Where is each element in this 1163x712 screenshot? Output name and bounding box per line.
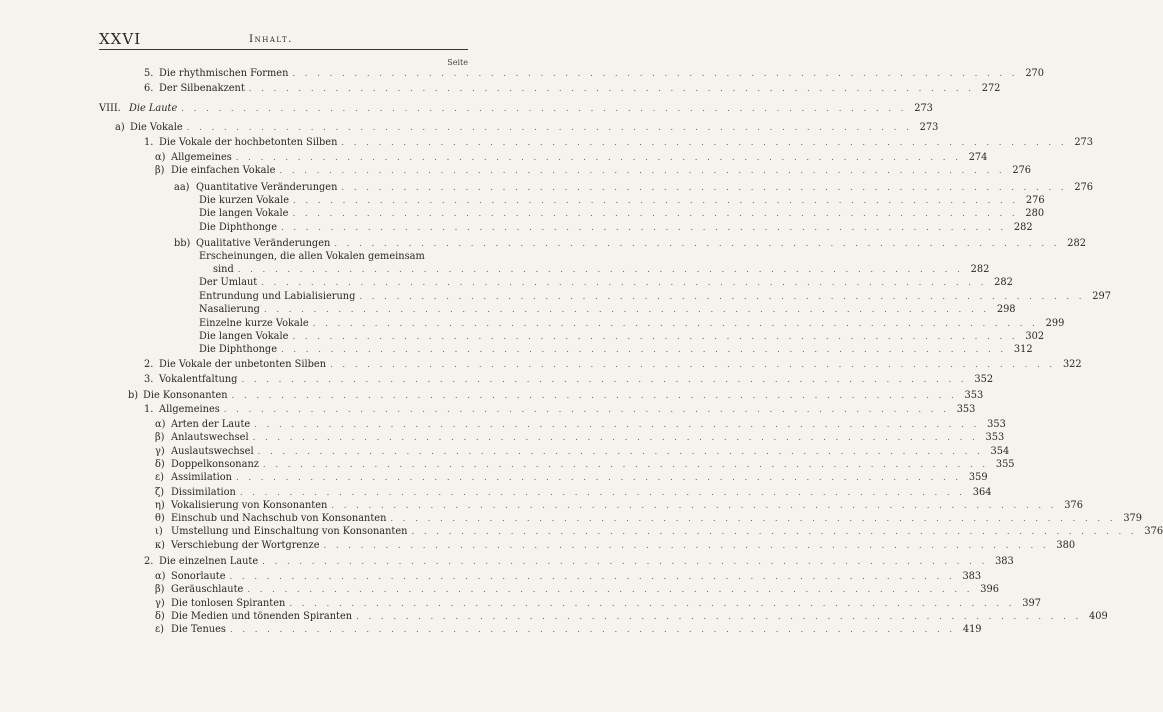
toc-entry-title: Auslautswechsel [171, 446, 254, 457]
toc-entry-page: 298 [996, 304, 1016, 315]
dot-leader: . . . . . . . . . . . . . . . . . . . . . . . . . . . . . . . . . . . . . . . . . . . . . . . . . . . . . . . . . . . [237, 265, 964, 275]
toc-entry-title: Nasalierung [199, 304, 260, 315]
dot-leader: . . . . . . . . . . . . . . . . . . . . . . . . . . . . . . . . . . . . . . . . . . . . . . . . . . . . . . . . . . . [292, 332, 1019, 342]
toc-entry-number: aa) [174, 182, 190, 193]
toc-entry-number: η) [155, 500, 165, 511]
toc-entry-page: 276 [1074, 182, 1094, 193]
dot-leader: . . . . . . . . . . . . . . . . . . . . . . . . . . . . . . . . . . . . . . . . . . . . . . . . . . . . . . . . . . . [262, 460, 989, 470]
toc-entry [199, 276, 1013, 290]
toc-entry-page: 379 [1123, 513, 1143, 524]
dot-leader: . . . . . . . . . . . . . . . . . . . . . . . . . . . . . . . . . . . . . . . . . . . . . . . . . . . . . . . . . . . [292, 209, 1019, 219]
dot-leader: . . . . . . . . . . . . . . . . . . . . . . . . . . . . . . . . . . . . . . . . . . . . . . . . . . . . . . . . . . . [330, 360, 1056, 370]
dot-leader: . . . . . . . . . . . . . . . . . . . . . . . . . . . . . . . . . . . . . . . . . . . . . . . . . . . . . . . . . . . [279, 166, 1006, 176]
toc-entry [199, 221, 1033, 235]
toc-entry-number: θ) [155, 513, 165, 524]
toc-entry [155, 525, 1163, 539]
toc-entry-page: 353 [964, 390, 984, 401]
toc-entry-page: 396 [980, 584, 999, 595]
toc-entry-title: Sonorlaute [171, 571, 226, 582]
dot-leader: . . . . . . . . . . . . . . . . . . . . . . . . . . . . . . . . . . . . . . . . . . . . . . . . . . . . . . . . . . . [356, 612, 1082, 622]
toc-entry-title: Umstellung und Einschaltung von Konsonanten [171, 526, 408, 537]
toc-entry [199, 303, 1016, 317]
header-rule [99, 49, 468, 50]
toc-entry-number: VIII. [99, 103, 121, 114]
dot-leader: . . . . . . . . . . . . . . . . . . . . . . . . . . . . . . . . . . . . . . . . . . . . . . . . . . . . . . . . . . . [248, 84, 975, 94]
toc-entry [213, 263, 990, 277]
toc-entry-title: sind [213, 264, 234, 275]
toc-entry-number: 3. [144, 374, 154, 385]
dot-leader: . . . . . . . . . . . . . . . . . . . . . . . . . . . . . . . . . . . . . . . . . . . . . . . . . . . . . . . . . . . [229, 572, 956, 582]
toc-entry [155, 164, 1032, 178]
page-roman-numeral: XXVI [99, 30, 142, 48]
toc-entry-title: Die rhythmischen Formen [159, 68, 289, 79]
toc-entry [144, 555, 1014, 569]
toc-entry-page: 282 [994, 277, 1013, 288]
toc-entry-page: 409 [1089, 611, 1108, 622]
toc-entry-title: Vokalisierung von Konsonanten [171, 500, 328, 511]
toc-entry [174, 181, 1094, 195]
toc-entry [155, 499, 1083, 513]
toc-entry-number: 2. [144, 556, 154, 567]
toc-entry [155, 418, 1006, 432]
toc-entry-title: Vokalentfaltung [159, 374, 238, 385]
toc-entry-page: 282 [970, 264, 990, 275]
page-header [99, 30, 468, 50]
toc-entry-title: Einzelne kurze Vokale [199, 318, 309, 329]
toc-entry-page: 282 [1067, 238, 1086, 249]
dot-leader: . . . . . . . . . . . . . . . . . . . . . . . . . . . . . . . . . . . . . . . . . . . . . . . . . . . . . . . . . . . [359, 292, 1085, 302]
toc-entry [155, 445, 1010, 459]
dot-leader: . . . . . . . . . . . . . . . . . . . . . . . . . . . . . . . . . . . . . . . . . . . . . . . . . . . . . . . . . . . [411, 527, 1138, 537]
toc-entry-number: β) [155, 584, 165, 595]
page-column-label: Seite [447, 58, 468, 67]
dot-leader: . . . . . . . . . . . . . . . . . . . . . . . . . . . . . . . . . . . . . . . . . . . . . . . . . . . . . . . . . . . [292, 69, 1019, 79]
toc-entry-number: α) [155, 152, 166, 163]
toc-entry [115, 121, 939, 135]
dot-leader: . . . . . . . . . . . . . . . . . . . . . . . . . . . . . . . . . . . . . . . . . . . . . . . . . . . . . . . . . . . [223, 405, 950, 415]
toc-entry-page: 355 [995, 459, 1015, 470]
toc-entry [155, 471, 988, 485]
toc-entry-title: Erscheinungen, die allen Vokalen gemeinsam [199, 251, 425, 262]
toc-entry-page: 353 [987, 419, 1006, 430]
toc-entry [199, 250, 468, 264]
toc-entry-page: 276 [1012, 165, 1032, 176]
toc-entry-title: Allgemeines [159, 404, 220, 415]
toc-entry-title: Geräuschlaute [171, 584, 244, 595]
toc-entry-title: Doppelkonsonanz [171, 459, 259, 470]
toc-entry-page: 353 [985, 432, 1005, 443]
dot-leader: . . . . . . . . . . . . . . . . . . . . . . . . . . . . . . . . . . . . . . . . . . . . . . . . . . . . . . . . . . . [263, 305, 990, 315]
toc-entry-title: Die einfachen Vokale [171, 165, 276, 176]
toc-entry-number: a) [115, 122, 125, 133]
toc-entry-title: Arten der Laute [171, 419, 251, 430]
dot-leader: . . . . . . . . . . . . . . . . . . . . . . . . . . . . . . . . . . . . . . . . . . . . . . . . . . . . . . . . . . . [231, 391, 958, 401]
toc-entry-title: Der Silbenakzent [159, 83, 245, 94]
toc-entry-page: 270 [1025, 68, 1045, 79]
toc-entry-page: 280 [1025, 208, 1045, 219]
toc-entry [155, 151, 988, 165]
toc-entry-page: 383 [995, 556, 1014, 567]
toc-entry-number: β) [155, 165, 165, 176]
toc-entry [155, 431, 1005, 445]
toc-entry-page: 380 [1056, 540, 1076, 551]
toc-entry [144, 358, 1082, 372]
dot-leader: . . . . . . . . . . . . . . . . . . . . . . . . . . . . . . . . . . . . . . . . . . . . . . . . . . . . . . . . . . . [312, 319, 1039, 329]
toc-entry [155, 486, 992, 500]
toc-entry-page: 354 [990, 446, 1010, 457]
dot-leader: . . . . . . . . . . . . . . . . . . . . . . . . . . . . . . . . . . . . . . . . . . . . . . . . . . . . . . . . . . . [261, 278, 987, 288]
toc-entry [155, 458, 1015, 472]
toc-entry-title: Die Konsonanten [143, 390, 228, 401]
toc-entry-page: 376 [1064, 500, 1083, 511]
toc-entry [144, 373, 994, 387]
toc-entry-page: 359 [968, 472, 988, 483]
toc-entry [199, 343, 1033, 357]
toc-entry-number: ε) [155, 624, 164, 635]
toc-entry-page: 376 [1144, 526, 1163, 537]
toc-entry-page: 273 [919, 122, 939, 133]
dot-leader: . . . . . . . . . . . . . . . . . . . . . . . . . . . . . . . . . . . . . . . . . . . . . . . . . . . . . . . . . . . [235, 153, 962, 163]
dot-leader: . . . . . . . . . . . . . . . . . . . . . . . . . . . . . . . . . . . . . . . . . . . . . . . . . . . . . . . . . . . [257, 447, 984, 457]
toc-entry-number: α) [155, 571, 166, 582]
toc-entry-page: 353 [956, 404, 976, 415]
dot-leader: . . . . . . . . . . . . . . . . . . . . . . . . . . . . . . . . . . . . . . . . . . . . . . . . . . . . . . . . . . . [181, 104, 907, 114]
toc-entry-title: Die langen Vokale [199, 331, 289, 342]
toc-entry-number: 5. [144, 68, 154, 79]
toc-entry-number: δ) [155, 459, 165, 470]
dot-leader: . . . . . . . . . . . . . . . . . . . . . . . . . . . . . . . . . . . . . . . . . . . . . . . . . . . . . . . . . . . [281, 223, 1007, 233]
toc-entry-title: Die Vokale [130, 122, 183, 133]
toc-entry [155, 597, 1041, 611]
dot-leader: . . . . . . . . . . . . . . . . . . . . . . . . . . . . . . . . . . . . . . . . . . . . . . . . . . . . . . . . . . . [247, 585, 973, 595]
toc-entry [199, 330, 1045, 344]
dot-leader: . . . . . . . . . . . . . . . . . . . . . . . . . . . . . . . . . . . . . . . . . . . . . . . . . . . . . . . . . . . [341, 183, 1068, 193]
toc-entry [174, 237, 1086, 251]
toc-entry-title: Die tonlosen Spiranten [171, 598, 286, 609]
toc-entry-number: β) [155, 432, 165, 443]
toc-entry-title: Die Laute [129, 103, 178, 114]
toc-entry-page: 302 [1025, 331, 1045, 342]
toc-entry-title: Quantitative Veränderungen [196, 182, 338, 193]
dot-leader: . . . . . . . . . . . . . . . . . . . . . . . . . . . . . . . . . . . . . . . . . . . . . . . . . . . . . . . . . . . [289, 599, 1015, 609]
toc-entry-page: 276 [1025, 195, 1045, 206]
toc-entry [199, 317, 1065, 331]
toc-entry-title: Die Vokale der unbetonten Silben [159, 359, 327, 370]
toc-entry-number: ι) [155, 526, 163, 537]
toc-entry-number: ζ) [155, 487, 165, 498]
toc-entry-number: ε) [155, 472, 164, 483]
toc-entry-page: 297 [1092, 291, 1111, 302]
toc-entry-number: δ) [155, 611, 165, 622]
toc-entry [144, 67, 1045, 81]
dot-leader: . . . . . . . . . . . . . . . . . . . . . . . . . . . . . . . . . . . . . . . . . . . . . . . . . . . . . . . . . . . [281, 345, 1007, 355]
dot-leader: . . . . . . . . . . . . . . . . . . . . . . . . . . . . . . . . . . . . . . . . . . . . . . . . . . . . . . . . . . . [241, 375, 968, 385]
toc-entry-title: Assimilation [171, 472, 232, 483]
toc-entry-number: 1. [144, 404, 154, 415]
toc-entry [199, 207, 1045, 221]
toc-entry-page: 299 [1045, 318, 1065, 329]
toc-entry-page: 364 [972, 487, 992, 498]
toc-entry [144, 403, 976, 417]
dot-leader: . . . . . . . . . . . . . . . . . . . . . . . . . . . . . . . . . . . . . . . . . . . . . . . . . . . . . . . . . . . [186, 123, 913, 133]
toc-entry [199, 194, 1045, 208]
dot-leader: . . . . . . . . . . . . . . . . . . . . . . . . . . . . . . . . . . . . . . . . . . . . . . . . . . . . . . . . . . . [235, 473, 962, 483]
toc-entry-number: γ) [155, 598, 165, 609]
toc-entry [144, 82, 1001, 96]
dot-leader: . . . . . . . . . . . . . . . . . . . . . . . . . . . . . . . . . . . . . . . . . . . . . . . . . . . . . . . . . . . [323, 541, 1050, 551]
running-title: Inhalt. [249, 33, 294, 45]
toc-entry-number: 6. [144, 83, 154, 94]
toc-entry-title: Die Diphthonge [199, 222, 277, 233]
dot-leader: . . . . . . . . . . . . . . . . . . . . . . . . . . . . . . . . . . . . . . . . . . . . . . . . . . . . . . . . . . . [239, 488, 966, 498]
toc-entry-page: 383 [962, 571, 982, 582]
toc-entry-number: 2. [144, 359, 154, 370]
dot-leader: . . . . . . . . . . . . . . . . . . . . . . . . . . . . . . . . . . . . . . . . . . . . . . . . . . . . . . . . . . . [293, 196, 1019, 206]
toc-entry-title: Anlautswechsel [171, 432, 249, 443]
toc-entry-title: Dissimilation [171, 487, 236, 498]
dot-leader: . . . . . . . . . . . . . . . . . . . . . . . . . . . . . . . . . . . . . . . . . . . . . . . . . . . . . . . . . . . [262, 557, 988, 567]
toc-entry-number: κ) [155, 540, 165, 551]
toc-entry-title: Der Umlaut [199, 277, 258, 288]
toc-entry-title: Die Medien und tönenden Spiranten [171, 611, 353, 622]
toc-entry-title: Entrundung und Labialisierung [199, 291, 356, 302]
toc-entry-page: 273 [914, 103, 933, 114]
toc-entry-title: Die einzelnen Laute [159, 556, 259, 567]
toc-entry-title: Die Diphthonge [199, 344, 277, 355]
toc-entry [155, 539, 1076, 553]
dot-leader: . . . . . . . . . . . . . . . . . . . . . . . . . . . . . . . . . . . . . . . . . . . . . . . . . . . . . . . . . . . [229, 625, 956, 635]
toc-entry-page: 272 [981, 83, 1001, 94]
toc-entry-title: Qualitative Veränderungen [196, 238, 331, 249]
toc-entry-number: γ) [155, 446, 165, 457]
toc-entry-number: α) [155, 419, 166, 430]
dot-leader: . . . . . . . . . . . . . . . . . . . . . . . . . . . . . . . . . . . . . . . . . . . . . . . . . . . . . . . . . . . [252, 433, 979, 443]
dot-leader: . . . . . . . . . . . . . . . . . . . . . . . . . . . . . . . . . . . . . . . . . . . . . . . . . . . . . . . . . . . [390, 514, 1117, 524]
toc-entry [155, 583, 999, 597]
toc-entry-title: Einschub und Nachschub von Konsonanten [171, 513, 387, 524]
toc-entry [155, 610, 1108, 624]
toc-entry [155, 570, 982, 584]
dot-leader: . . . . . . . . . . . . . . . . . . . . . . . . . . . . . . . . . . . . . . . . . . . . . . . . . . . . . . . . . . . [334, 239, 1060, 249]
toc-entry [144, 136, 1094, 150]
toc-entry [128, 389, 984, 403]
toc-entry-page: 419 [962, 624, 982, 635]
toc-entry [199, 290, 1111, 304]
dot-leader: . . . . . . . . . . . . . . . . . . . . . . . . . . . . . . . . . . . . . . . . . . . . . . . . . . . . . . . . . . . [254, 420, 980, 430]
toc-entry-number: bb) [174, 238, 191, 249]
toc-entry [155, 512, 1143, 526]
toc-entry-page: 322 [1062, 359, 1082, 370]
toc-entry-title: Die kurzen Vokale [199, 195, 289, 206]
toc-entry-title: Die langen Vokale [199, 208, 289, 219]
toc-entry-page: 274 [968, 152, 988, 163]
toc-entry-page: 352 [974, 374, 994, 385]
toc-entry [99, 102, 933, 116]
toc-entry-page: 282 [1013, 222, 1033, 233]
toc-entry-page: 312 [1013, 344, 1033, 355]
toc-entry-page: 273 [1074, 137, 1094, 148]
toc-entry-title: Die Vokale der hochbetonten Silben [159, 137, 338, 148]
dot-leader: . . . . . . . . . . . . . . . . . . . . . . . . . . . . . . . . . . . . . . . . . . . . . . . . . . . . . . . . . . . [341, 138, 1068, 148]
toc-entry [155, 623, 982, 637]
toc-entry-page: 397 [1022, 598, 1041, 609]
toc-entry-title: Allgemeines [171, 152, 232, 163]
dot-leader: . . . . . . . . . . . . . . . . . . . . . . . . . . . . . . . . . . . . . . . . . . . . . . . . . . . . . . . . . . . [331, 501, 1057, 511]
toc-entry-number: b) [128, 390, 139, 401]
toc-entry-title: Verschiebung der Wortgrenze [171, 540, 320, 551]
toc-entry-number: 1. [144, 137, 154, 148]
toc-entry-title: Die Tenues [171, 624, 226, 635]
